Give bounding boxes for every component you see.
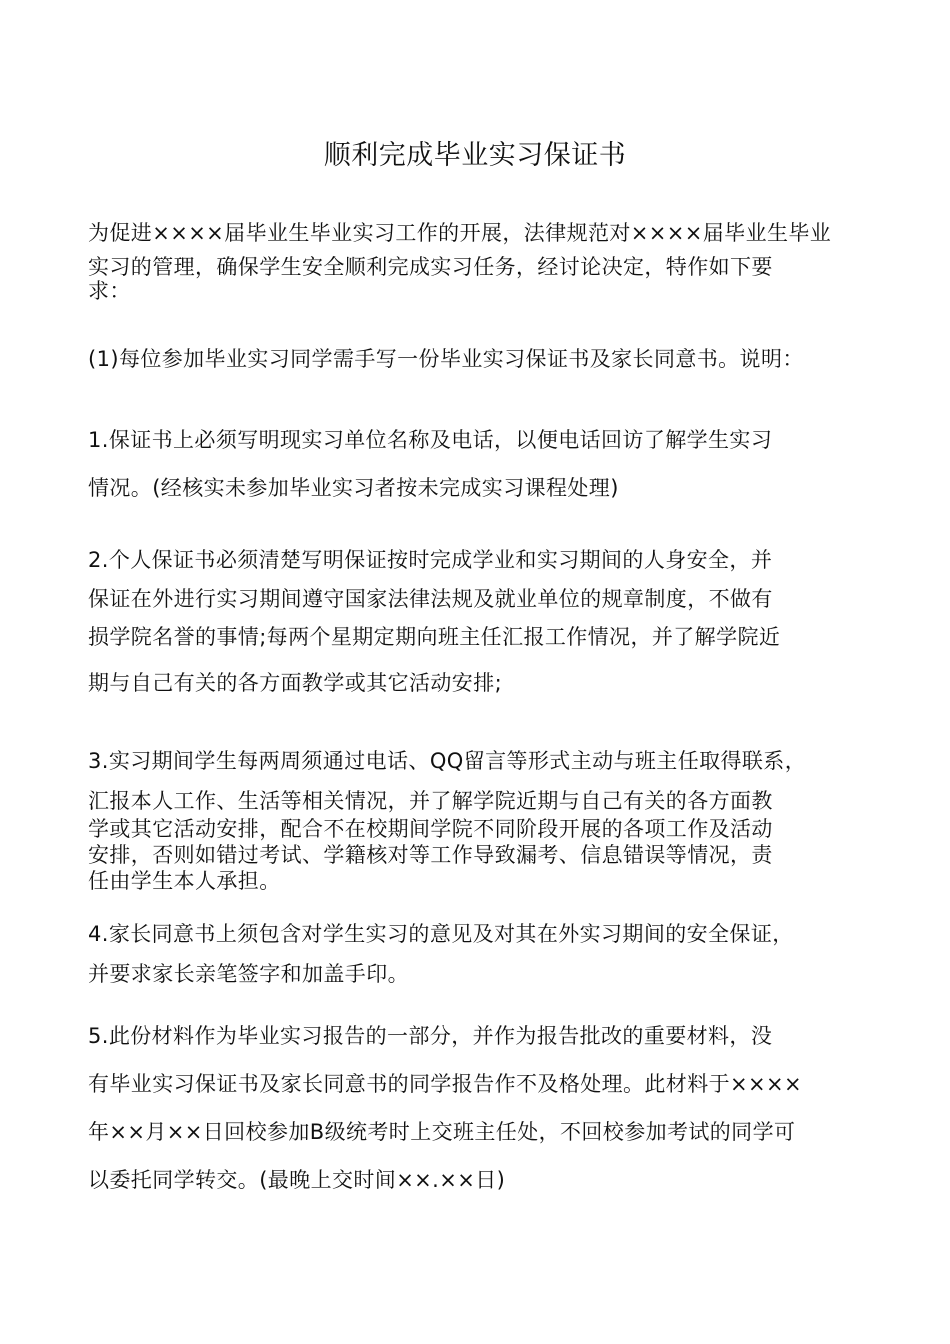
item-5-line: 以委托同学转交。(最晚上交时间××.××日) <box>88 1168 506 1192</box>
requirement-1-paragraph <box>88 342 878 376</box>
item-1-line: 1.保证书上必须写明现实习单位名称及电话，以便电话回访了解学生实习 <box>88 428 773 452</box>
item-2-paragraph <box>88 540 878 710</box>
item-3-line: 汇报本人工作、生活等相关情况，并了解学院近期与自己有关的各方面教 <box>88 789 773 813</box>
intro-line: 求： <box>88 279 131 303</box>
item-3-line: 安排，否则如错过考试、学籍核对等工作导致漏考、信息错误等情况，责 <box>88 843 773 867</box>
item-3-line: 任由学生本人承担。 <box>88 869 281 893</box>
item-2-line: 保证在外进行实习期间遵守国家法律法规及就业单位的规章制度，不做有 <box>88 587 773 611</box>
item-2-line: 2.个人保证书必须清楚写明保证按时完成学业和实习期间的人身安全，并 <box>88 548 773 572</box>
item-4-paragraph <box>88 914 878 994</box>
item-3-paragraph <box>88 736 878 894</box>
intro-line: 为促进××××届毕业生毕业实习工作的开展，法律规范对××××届毕业生毕业 <box>88 221 832 245</box>
item-5-line: 年××月××日回校参加B级统考时上交班主任处，不回校参加考试的同学可 <box>88 1120 796 1144</box>
document-title: 顺利完成毕业实习保证书 <box>323 140 627 172</box>
item-5-line: 5.此份材料作为毕业实习报告的一部分，并作为报告批改的重要材料，没 <box>88 1024 773 1048</box>
intro-line: 实习的管理，确保学生安全顺利完成实习任务，经讨论决定，特作如下要 <box>88 255 773 279</box>
item-3-line: 3.实习期间学生每两周须通过电话、QQ留言等形式主动与班主任取得联系， <box>88 749 807 773</box>
item-3-line: 学或其它活动安排，配合不在校期间学院不同阶段开展的各项工作及活动 <box>88 817 773 841</box>
item-5-paragraph <box>88 1012 878 1204</box>
item-4-line: 并要求家长亲笔签字和加盖手印。 <box>88 962 409 986</box>
requirement-1-line: (1)每位参加毕业实习同学需手写一份毕业实习保证书及家长同意书。说明： <box>88 347 804 371</box>
item-5-line: 有毕业实习保证书及家长同意书的同学报告作不及格处理。此材料于×××× <box>88 1072 802 1096</box>
intro-paragraph <box>88 216 878 308</box>
item-1-paragraph <box>88 416 878 512</box>
item-2-line: 损学院名誉的事情;每两个星期定期向班主任汇报工作情况，并了解学院近 <box>88 625 781 649</box>
item-1-line: 情况。(经核实未参加毕业实习者按未完成实习课程处理) <box>88 476 619 500</box>
item-2-line: 期与自己有关的各方面教学或其它活动安排; <box>88 671 503 695</box>
item-4-line: 4.家长同意书上须包含对学生实习的意见及对其在外实习期间的安全保证， <box>88 922 794 946</box>
